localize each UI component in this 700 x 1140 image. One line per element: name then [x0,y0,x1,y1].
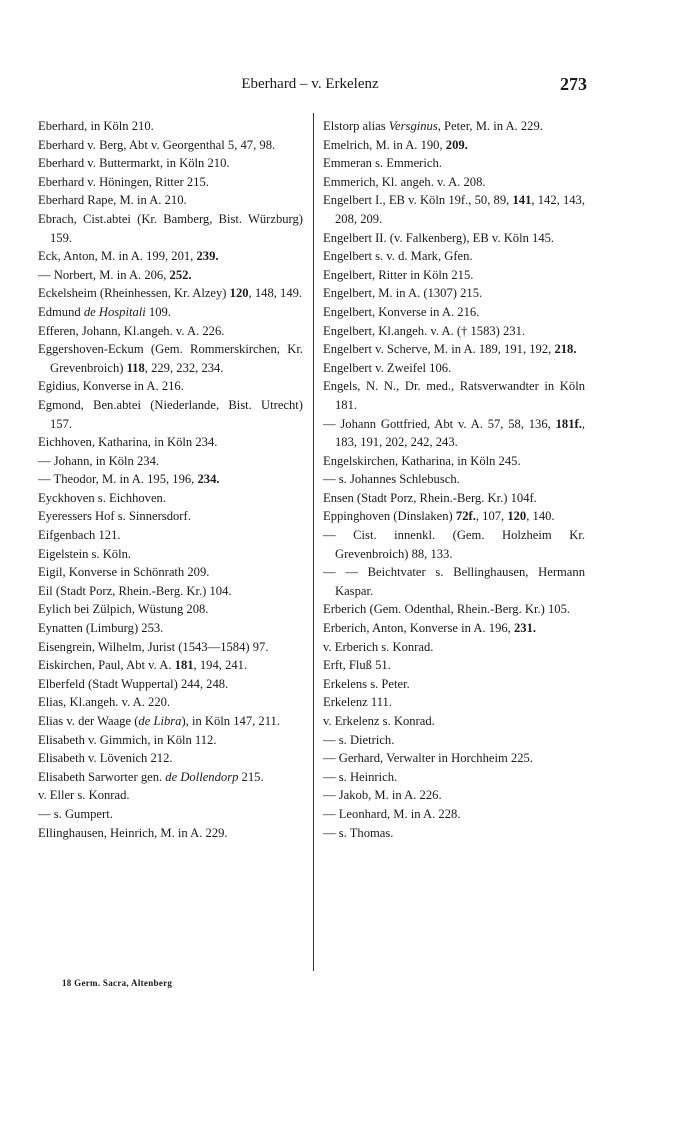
entry-text: Elisabeth v. Gimmich, in Köln 112. [38,732,217,747]
entry-text: — Gerhard, Verwalter in Horchheim 225. [323,751,533,766]
entry-text: Eylich bei Zülpich, Wüstung 208. [38,602,209,617]
entry-text: — s. Thomas. [323,825,394,840]
entry-text: — Johann, in Köln 234. [38,453,160,468]
index-entry [38,470,303,489]
entry-text: Edmund [38,304,84,319]
entry-text: v. Eller s. Konrad. [38,788,130,803]
index-entry [38,638,303,657]
entry-text: — Cist. innenkl. (Gem. Holzheim Kr. Grevenbroich) 88, 133. [323,528,585,561]
bold-reference: 239. [196,249,219,264]
entry-text: , 194, 241. [193,658,248,673]
entry-text: , 140. [526,509,555,524]
index-entry [323,749,585,768]
bold-reference: 181 [174,658,194,673]
entry-text: — s. Dietrich. [323,732,395,747]
entry-text: Eil (Stadt Porz, Rhein.-Berg. Kr.) 104. [38,583,232,598]
bold-reference: 120 [229,286,249,301]
index-entry [38,768,303,787]
index-entry [38,136,303,155]
bold-reference: 231. [513,621,537,636]
entry-text: — Theodor, M. in A. 195, 196, [38,472,198,487]
index-entry [38,452,303,471]
page-number: 273 [560,74,587,94]
index-entry [38,266,303,285]
entry-text: Eggershoven-Eckum (Gem. Rommerskirchen, Kr. Grevenbroich) [38,342,303,375]
index-entry [323,563,585,600]
index-entry [38,563,303,582]
italic-term: Versginus [388,119,438,133]
index-entry [323,340,585,359]
entry-text: — Johann Gottfried, Abt v. A. 57, 58, 136, [323,416,556,431]
entry-text: Eppinghoven (Dinslaken) [323,509,456,524]
index-entry [38,117,303,136]
entry-text: Eberhard v. Höningen, Ritter 215. [38,174,209,189]
entry-text: Egmond, Ben.abtei (Niederlande, Bist. Utrecht) 157. [38,397,303,431]
bold-reference: 218. [554,342,577,357]
index-entry [323,526,585,563]
entry-text: Engelbert, Konverse in A. 216. [323,304,480,319]
italic-term: de Libra [138,714,182,728]
entry-text: Engelbert v. Scherve, M. in A. 189, 191, 192, [323,342,555,357]
bold-reference: 209. [445,137,468,152]
entry-text: Engelbert, Ritter in Köln 215. [323,267,474,282]
entry-text: — Jakob, M. in A. 226. [323,788,442,803]
entry-text: Erberich, Anton, Konverse in A. 196, [323,621,514,636]
index-entry [323,266,585,285]
entry-text: — Leonhard, M. in A. 228. [323,806,461,821]
index-entry [38,731,303,750]
index-entry [38,340,303,377]
running-header [0,76,700,100]
index-entry [38,693,303,712]
entry-text: Ensen (Stadt Porz, Rhein.-Berg. Kr.) 104f. [323,490,537,505]
entry-text: , 107, [475,509,508,524]
index-entry [323,117,585,136]
entry-text: Emelrich, M. in A. 190, [323,137,446,152]
entry-text: Engelbert I., EB v. Köln 19f., 50, 89, [323,193,513,208]
index-entry [323,191,585,228]
index-entry [323,470,585,489]
entry-text: Eichhoven, Katharina, in Köln 234. [38,435,218,450]
index-entry [323,768,585,787]
italic-term: de Dollendorp [165,769,239,784]
index-entry [38,377,303,396]
entry-text: , Peter, M. in A. 229. [437,119,543,133]
entry-text: v. Erberich s. Konrad. [323,639,434,654]
entry-text: 109. [145,304,171,319]
entry-text: Eck, Anton, M. in A. 199, 201, [38,249,197,264]
entry-text: Engelskirchen, Katharina, in Köln 245. [323,453,521,468]
index-entry [38,210,303,247]
bold-reference: 252. [169,267,192,282]
entry-text: Engels, N. N., Dr. med., Ratsverwandter in Köln 181. [323,379,585,412]
entry-text: Eberhard v. Berg, Abt v. Georgenthal 5, 47, 98. [38,137,276,152]
entry-text: — — Beichtvater s. Bellinghausen, Hermann Kaspar. [323,565,585,598]
index-entry [323,136,585,155]
index-entry [38,545,303,564]
entry-text: Eifgenbach 121. [38,528,121,543]
index-column-right [323,117,585,842]
entry-text: Eiskirchen, Paul, Abt v. A. [38,658,175,673]
italic-term: de Hospitali [83,304,146,319]
index-entry [38,303,303,322]
index-entry [323,675,585,694]
entry-text: Engelbert, M. in A. (1307) 215. [323,286,483,301]
entry-text: , 183, 191, 202, 242, 243. [335,416,585,450]
entry-text: Engelbert II. (v. Falkenberg), EB v. Köln 145. [323,230,555,245]
index-entry [38,675,303,694]
index-entry [323,229,585,248]
index-entry [323,786,585,805]
entry-text: Elstorp alias [323,119,389,133]
index-entry [323,154,585,173]
entry-text: Eberhard, in Köln 210. [38,119,154,133]
header-title: Eberhard – v. Erkelenz [241,76,379,92]
bold-reference: 118 [126,360,145,375]
bold-reference: 141 [512,193,532,208]
entry-text: Ellinghausen, Heinrich, M. in A. 229. [38,825,228,840]
index-entry [38,433,303,452]
entry-text: Engelbert s. v. d. Mark, Gfen. [323,249,473,264]
entry-text: Eisengrein, Wilhelm, Jurist (1543—1584) 97. [38,639,269,654]
index-entry [323,600,585,619]
entry-text: Erkelenz 111. [323,695,393,710]
entry-text: Elisabeth v. Lövenich 212. [38,751,173,766]
index-entry [323,805,585,824]
index-entry [38,582,303,601]
entry-text: Efferen, Johann, Kl.angeh. v. A. 226. [38,323,225,338]
bold-reference: 181f. [555,416,582,431]
index-entry [323,303,585,322]
index-column-left [38,117,303,842]
entry-text: Engelbert, Kl.angeh. v. A. († 1583) 231. [323,323,526,338]
entry-text: Emmeran s. Emmerich. [323,156,442,171]
entry-text: ), in Köln 147, 211. [181,714,280,728]
entry-text: Eyckhoven s. Eichhoven. [38,490,167,505]
entry-text: — s. Johannes Schlebusch. [323,472,460,487]
entry-text: v. Erkelenz s. Konrad. [323,714,435,728]
entry-text: Eberhard v. Buttermarkt, in Köln 210. [38,156,230,171]
index-entry [38,396,303,433]
entry-text: , 148, 149. [248,286,303,301]
entry-text: , 229, 232, 234. [144,360,224,375]
index-entry [323,173,585,192]
entry-text: Eigil, Konverse in Schönrath 209. [38,565,210,580]
index-entry [323,619,585,638]
entry-text: Eyeressers Hof s. Sinnersdorf. [38,509,191,524]
index-entry [38,526,303,545]
index-entry [38,805,303,824]
index-entry [323,284,585,303]
index-entry [323,712,585,731]
entry-text: 215. [238,769,264,784]
entry-text: Engelbert v. Zweifel 106. [323,360,452,375]
entry-text: — s. Gumpert. [38,806,113,821]
entry-text: Emmerich, Kl. angeh. v. A. 208. [323,174,486,189]
entry-text: Elias, Kl.angeh. v. A. 220. [38,695,171,710]
entry-text: Elisabeth Sarworter gen. [38,769,166,784]
index-entry [38,600,303,619]
index-entry [38,786,303,805]
index-entry [323,359,585,378]
index-entry [38,247,303,266]
entry-text: Erberich (Gem. Odenthal, Rhein.-Berg. Kr.) 105. [323,602,571,617]
index-entry [323,731,585,750]
entry-text: Eberhard Rape, M. in A. 210. [38,193,187,208]
index-entry [323,415,585,452]
entry-text: Eckelsheim (Rheinhessen, Kr. Alzey) [38,286,230,301]
index-entry [323,507,585,526]
index-entry [38,322,303,341]
entry-text: Elias v. der Waage ( [38,714,139,728]
bold-reference: 234. [197,472,220,487]
entry-text: Erft, Fluß 51. [323,658,391,673]
bold-reference: 72f. [455,509,476,524]
index-entry [323,638,585,657]
index-entry [38,619,303,638]
entry-text: Ebrach, Cist.abtei (Kr. Bamberg, Bist. Würzburg) 159. [38,211,303,245]
bold-reference: 120 [507,509,527,524]
entry-text: — s. Heinrich. [323,769,398,784]
index-entry [38,284,303,303]
index-entry [323,824,585,843]
index-entry [38,191,303,210]
index-entry [38,656,303,675]
index-entry [38,824,303,843]
index-entry [323,377,585,414]
index-entry [38,749,303,768]
signature-footnote: 18 Germ. Sacra, Altenberg [62,978,173,988]
index-entry [323,489,585,508]
index-entry [38,507,303,526]
entry-text: — Norbert, M. in A. 206, [38,267,170,282]
index-entry [38,712,303,731]
index-entry [323,656,585,675]
index-entry [38,489,303,508]
index-entry [323,322,585,341]
entry-text: Eigelstein s. Köln. [38,546,132,561]
entry-text: Eynatten (Limburg) 253. [38,621,164,636]
entry-text: Erkelens s. Peter. [323,676,410,691]
index-entry [38,173,303,192]
index-entry [323,693,585,712]
column-divider [313,113,314,971]
index-entry [323,452,585,471]
entry-text: Elberfeld (Stadt Wuppertal) 244, 248. [38,676,229,691]
index-entry [323,247,585,266]
entry-text: Egidius, Konverse in A. 216. [38,379,184,394]
entry-text: , 142, 143, 208, 209. [335,193,585,226]
index-entry [38,154,303,173]
